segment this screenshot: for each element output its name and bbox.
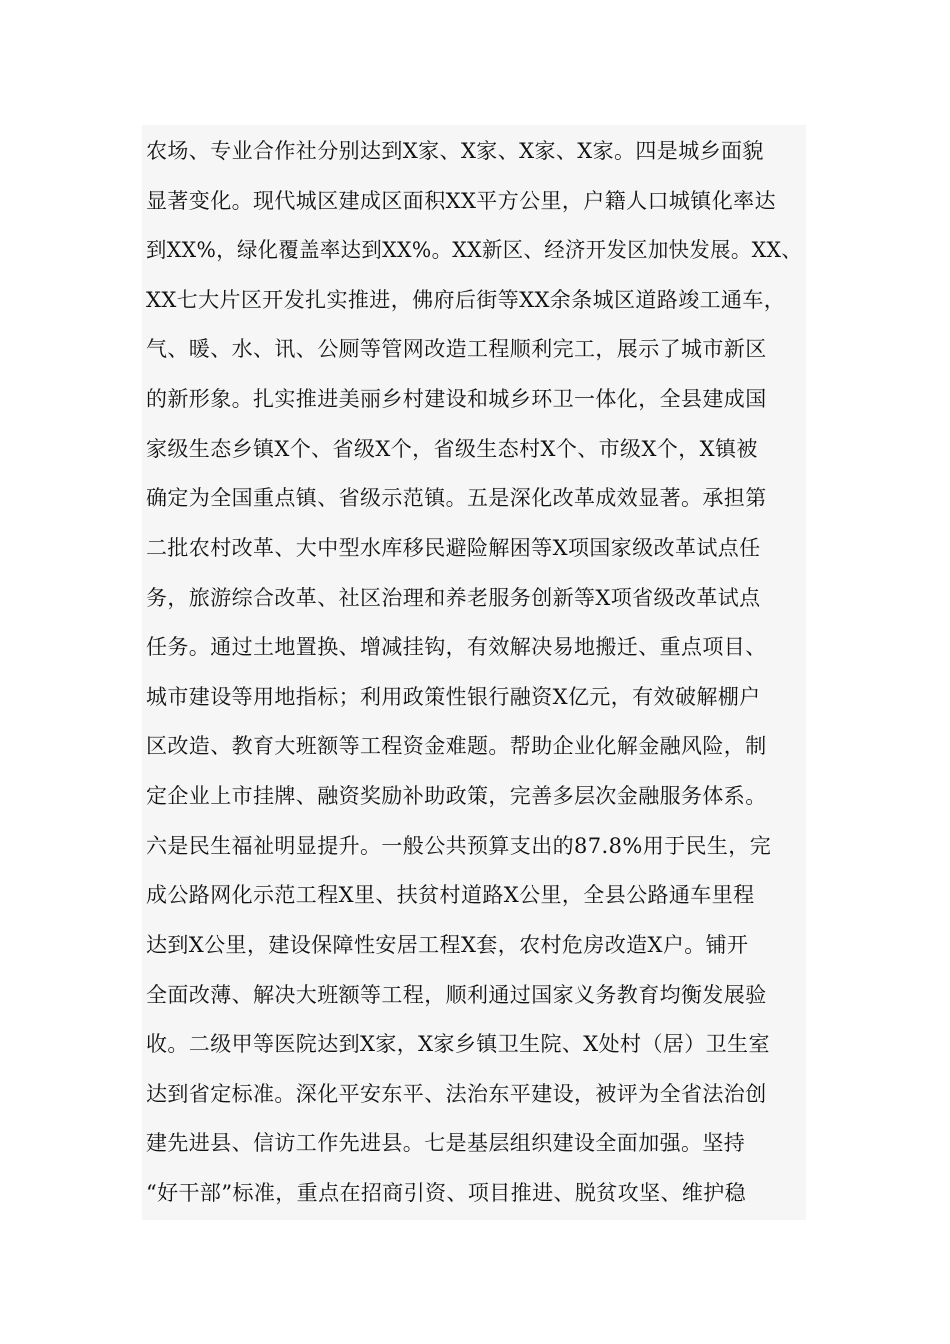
text-line-16: 成公路网化示范工程X里、扶贫村道路X公里，全县公路通车里程 xyxy=(146,883,755,907)
text-line-4: XX七大片区开发扎实推进，佛府后街等XX余条城区道路竣工通车， xyxy=(146,288,786,312)
body-text-block xyxy=(142,125,806,1220)
text-line-15: 六是民生福祉明显提升。一般公共预算支出的87.8%用于民生，完 xyxy=(146,834,772,858)
text-line-2: 显著变化。现代城区建成区面积XX平方公里，户籍人口城镇化率达 xyxy=(146,189,776,213)
text-line-7: 家级生态乡镇X个、省级X个，省级生态村X个、市级X个，X镇被 xyxy=(146,437,758,461)
text-line-12: 城市建设等用地指标；利用政策性银行融资X亿元，有效破解棚户 xyxy=(146,685,761,709)
text-line-19: 收。二级甲等医院达到X家，X家乡镇卫生院、X处村（居）卫生室 xyxy=(146,1032,770,1056)
text-line-20: 达到省定标准。深化平安东平、法治东平建设，被评为全省法治创 xyxy=(146,1082,767,1106)
text-line-22: “好干部”标准，重点在招商引资、项目推进、脱贫攻坚、维护稳 xyxy=(146,1181,747,1205)
text-line-6: 的新形象。扎实推进美丽乡村建设和城乡环卫一体化，全县建成国 xyxy=(146,387,767,411)
text-line-14: 定企业上市挂牌、融资奖励补助政策，完善多层次金融服务体系。 xyxy=(146,784,767,808)
text-line-8: 确定为全国重点镇、省级示范镇。五是深化改革成效显著。承担第 xyxy=(146,486,767,510)
text-line-3: 到XX%，绿化覆盖率达到XX%。XX新区、经济开发区加快发展。XX、 xyxy=(146,238,803,262)
text-line-5: 气、暖、水、讯、公厕等管网改造工程顺利完工，展示了城市新区 xyxy=(146,337,767,361)
text-line-9: 二批农村改革、大中型水库移民避险解困等X项国家级改革试点任 xyxy=(146,536,761,560)
text-line-11: 任务。通过土地置换、增减挂钩，有效解决易地搬迁、重点项目、 xyxy=(146,635,767,659)
text-line-17: 达到X公里，建设保障性安居工程X套，农村危房改造X户。铺开 xyxy=(146,933,749,957)
text-line-1: 农场、专业合作社分别达到X家、X家、X家、X家。四是城乡面貌 xyxy=(146,139,764,163)
text-line-18: 全面改薄、解决大班额等工程，顺利通过国家义务教育均衡发展验 xyxy=(146,983,767,1007)
text-line-13: 区改造、教育大班额等工程资金难题。帮助企业化解金融风险，制 xyxy=(146,734,767,758)
text-line-21: 建先进县、信访工作先进县。七是基层组织建设全面加强。坚持 xyxy=(146,1131,746,1155)
text-line-10: 务，旅游综合改革、社区治理和养老服务创新等X项省级改革试点 xyxy=(146,586,761,610)
